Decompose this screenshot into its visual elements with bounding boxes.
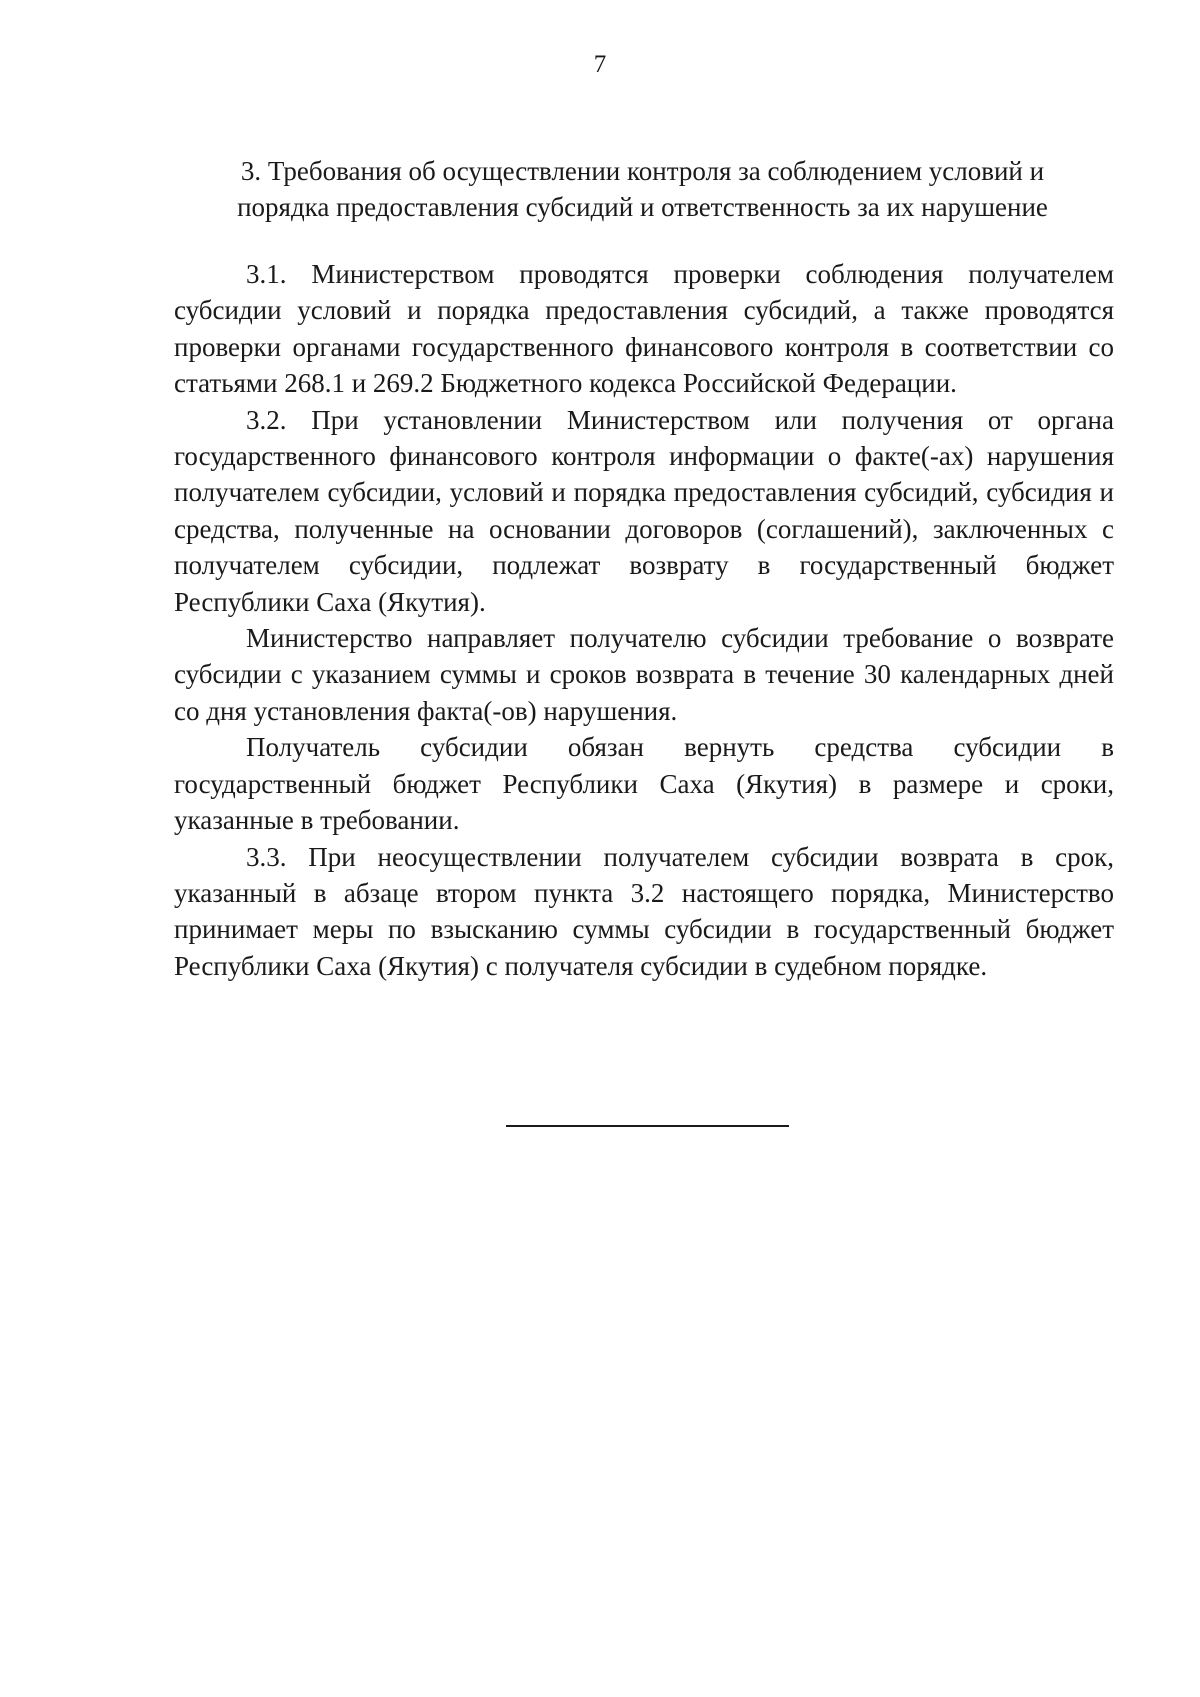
paragraph-3-1: 3.1. Министерством проводятся проверки соблюдения получателем субсидии условий и порядка предоставления субсидий, а также проводятся проверки органами государственного финансового контроля в соответствии со статьями 268.1 и 269.2 Бюджетного кодекса Российской Федерации.: [174, 259, 1114, 399]
section-heading-line-1: 3. Требования об осуществлении контроля за соблюдением условий и: [240, 156, 1045, 186]
section-heading-line-2: порядка предоставления субсидий и ответственность за их нарушение: [237, 192, 1048, 222]
paragraph-3-2-demand: Министерство направляет получателю субсидии требование о возврате субсидии с указанием суммы и сроков возврата в течение 30 календарных дней со дня установления факта(-ов) нарушения.: [174, 623, 1114, 726]
paragraph-3-3: 3.3. При неосуществлении получателем субсидии возврата в срок, указанный в абзаце втором пункта 3.2 настоящего порядка, Министерство принимает меры по взысканию суммы субсидии в государственный бюджет Республики Саха (Якутия) с получателя субсидии в судебном порядке.: [174, 841, 1114, 981]
paragraph-3-2: 3.2. При установлении Министерством или получения от органа государственного финансового контроля информации о факте(-ах) нарушения получателем субсидии, условий и порядка предоставления субсидий, субсидия и средства, полученные на основании договоров (соглашений), заключенных с получателем субсидии, подлежат возврату в государственный бюджет Республики Саха (Якутия).: [174, 404, 1114, 617]
body-text: [174, 256, 1114, 984]
section-heading: [170, 153, 1115, 225]
paragraph-3-2-obligation: Получатель субсидии обязан вернуть средства субсидии в государственный бюджет Республики Саха (Якутия) в размере и сроки, указанные в требовании.: [174, 732, 1114, 836]
end-of-document-rule: [506, 1125, 789, 1127]
page-number: 7: [593, 51, 607, 78]
